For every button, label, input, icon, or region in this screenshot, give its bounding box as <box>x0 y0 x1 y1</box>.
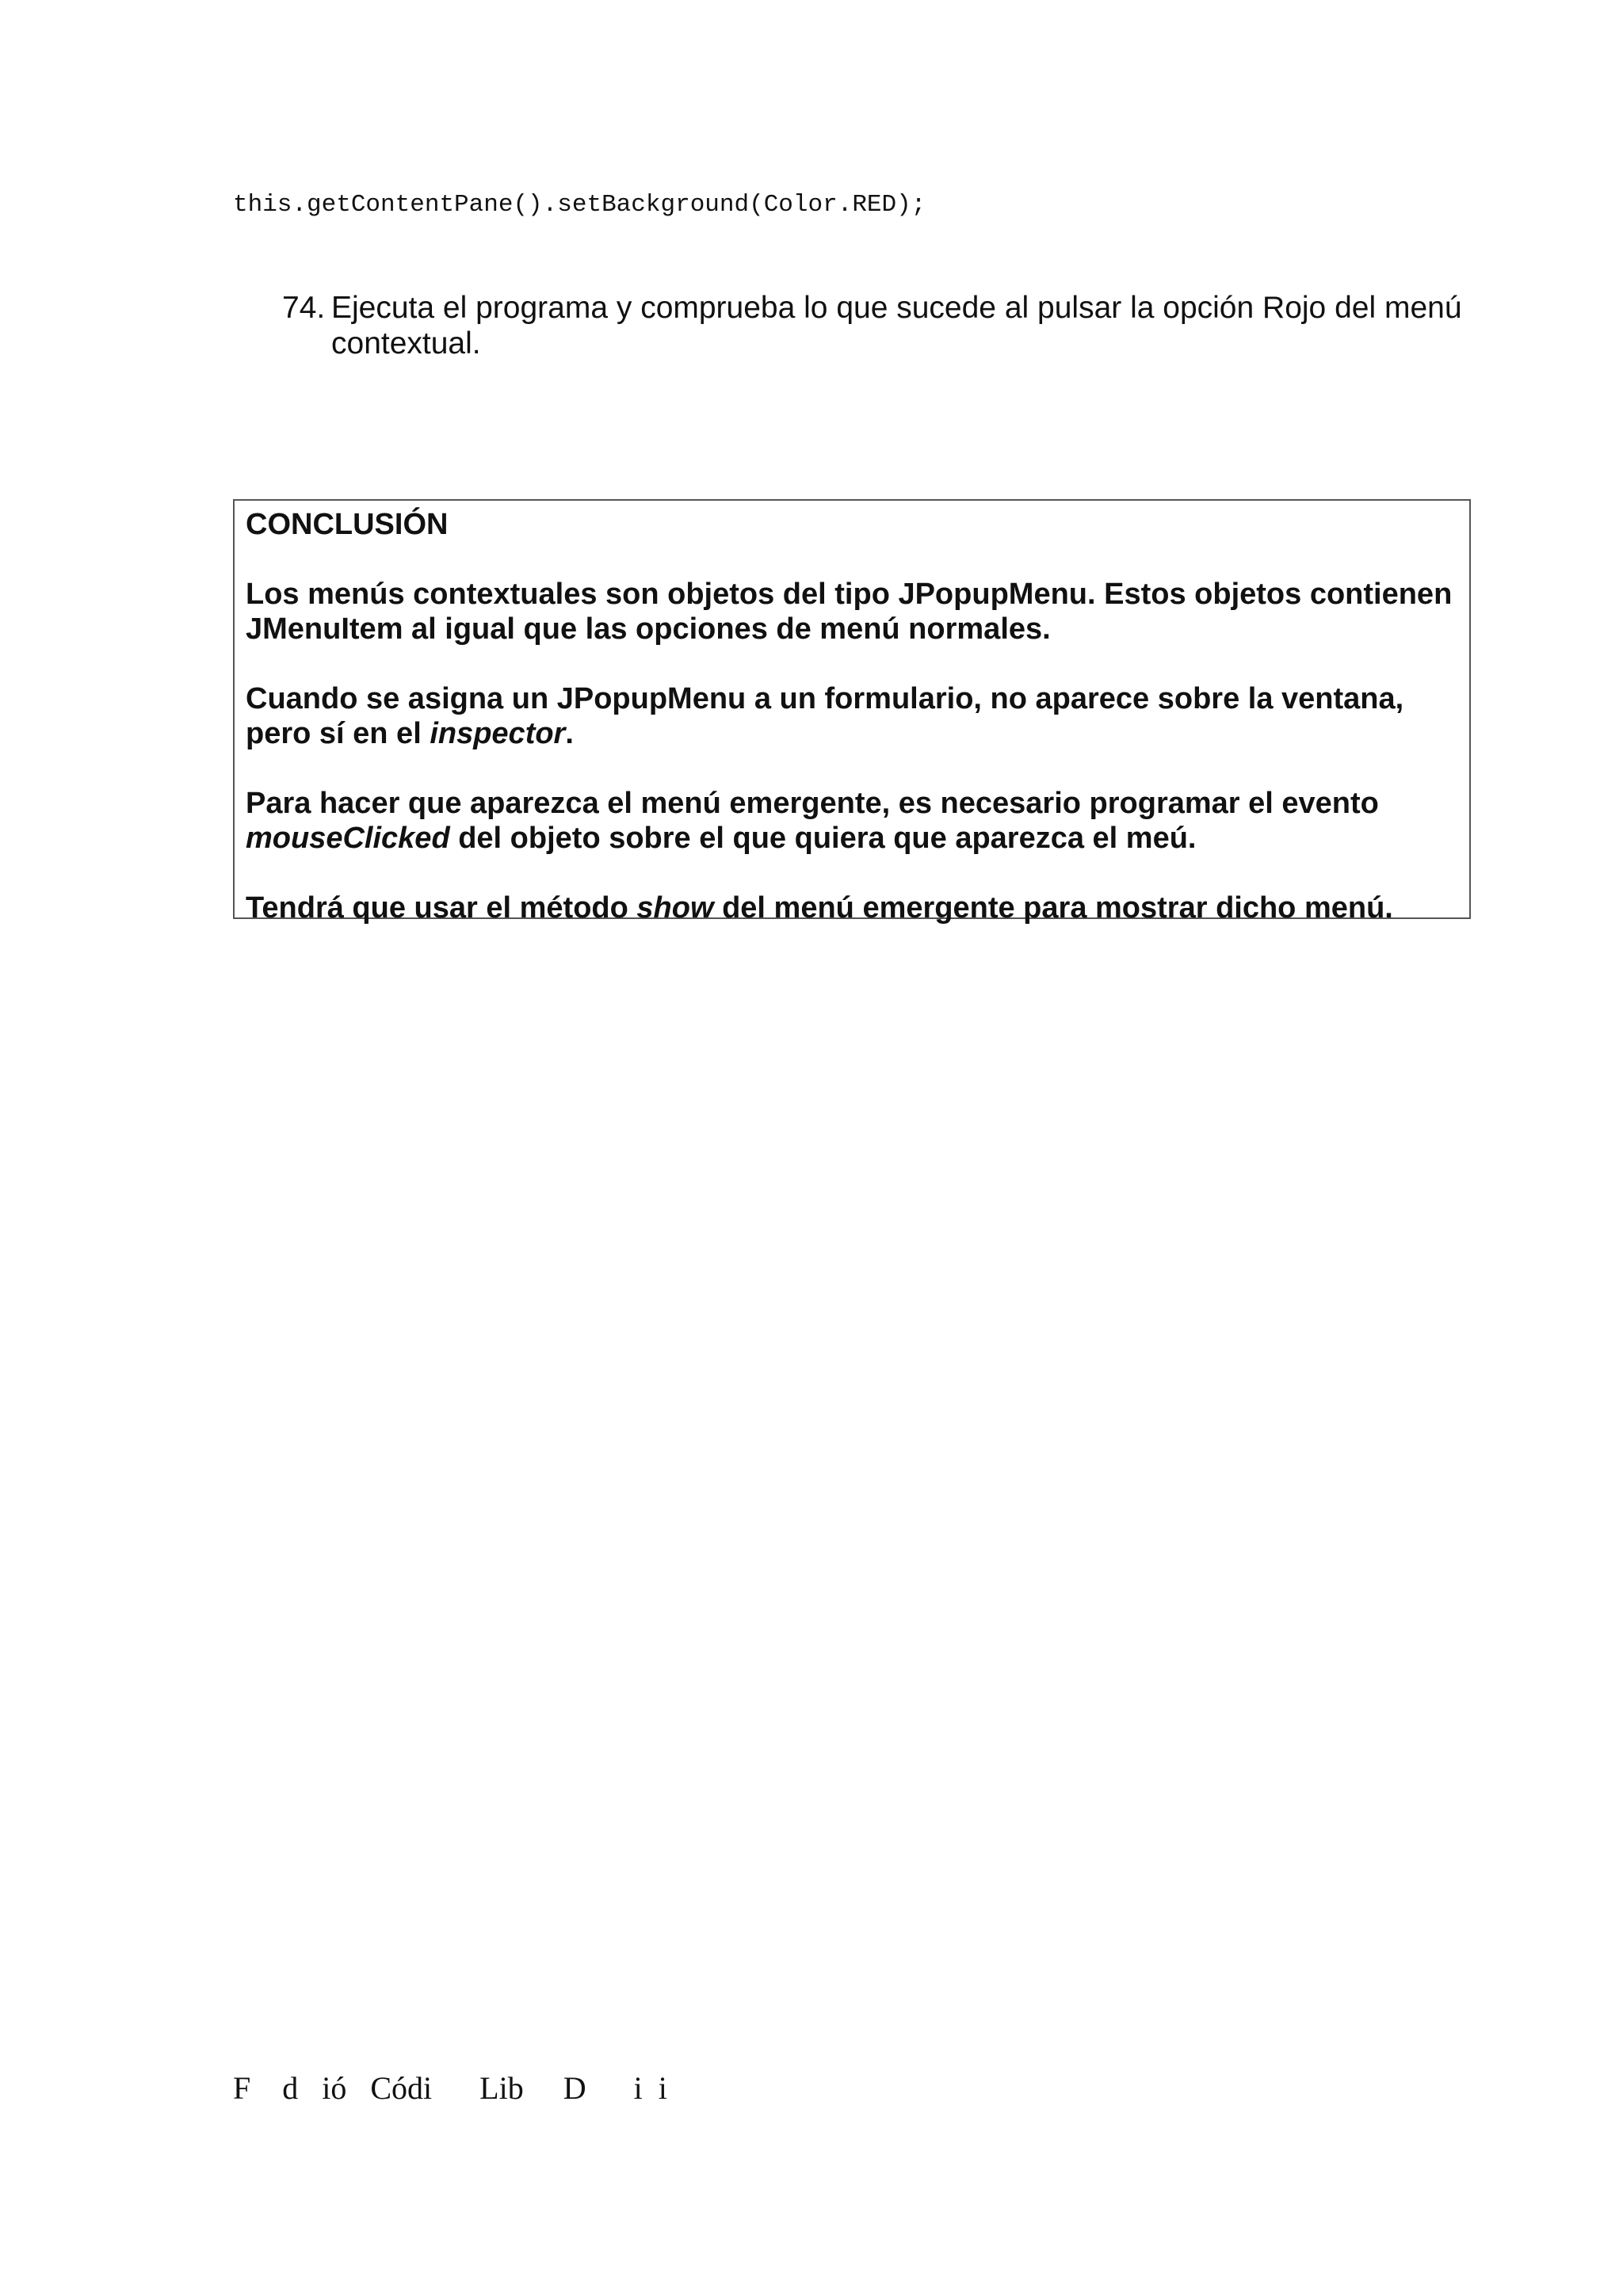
conclusion-paragraph-1: Los menús contextuales son objetos del tipo JPopupMenu. Estos objetos contienen JMenuItem al igual que las opciones de menú normales. <box>246 578 1453 646</box>
paragraph-text: del menú emergente para mostrar dicho menú. <box>713 891 1393 925</box>
numbered-step <box>282 290 1471 361</box>
italic-term-show: show <box>636 891 714 925</box>
code-snippet: this.getContentPane().setBackground(Color.RED); <box>233 191 926 219</box>
paragraph-text: del objeto sobre el que quiera que aparezca el meú. <box>449 822 1197 855</box>
paragraph-text: . <box>565 717 574 750</box>
italic-term-mouseclicked: mouseClicked <box>246 822 450 855</box>
step-text: Ejecuta el programa y comprueba lo que sucede al pulsar la opción Rojo del menú contextual. <box>331 291 1462 360</box>
conclusion-paragraph-3 <box>246 786 1458 856</box>
conclusion-title: CONCLUSIÓN <box>246 508 449 541</box>
conclusion-paragraph-4 <box>246 891 1458 925</box>
conclusion-box <box>233 499 1471 925</box>
paragraph-text: Cuando se asigna un JPopupMenu a un formulario, no aparece sobre la ventana, pero sí en el <box>246 682 1404 750</box>
step-number: 74. <box>282 291 326 325</box>
italic-term-inspector: inspector <box>430 717 566 750</box>
page-footer: F d ió Códi Lib D i i <box>233 2070 667 2106</box>
paragraph-text: Tendrá que usar el método <box>246 891 637 925</box>
conclusion-paragraph-2 <box>246 681 1458 751</box>
paragraph-text: Para hacer que aparezca el menú emergente, es necesario programar el evento <box>246 787 1379 820</box>
